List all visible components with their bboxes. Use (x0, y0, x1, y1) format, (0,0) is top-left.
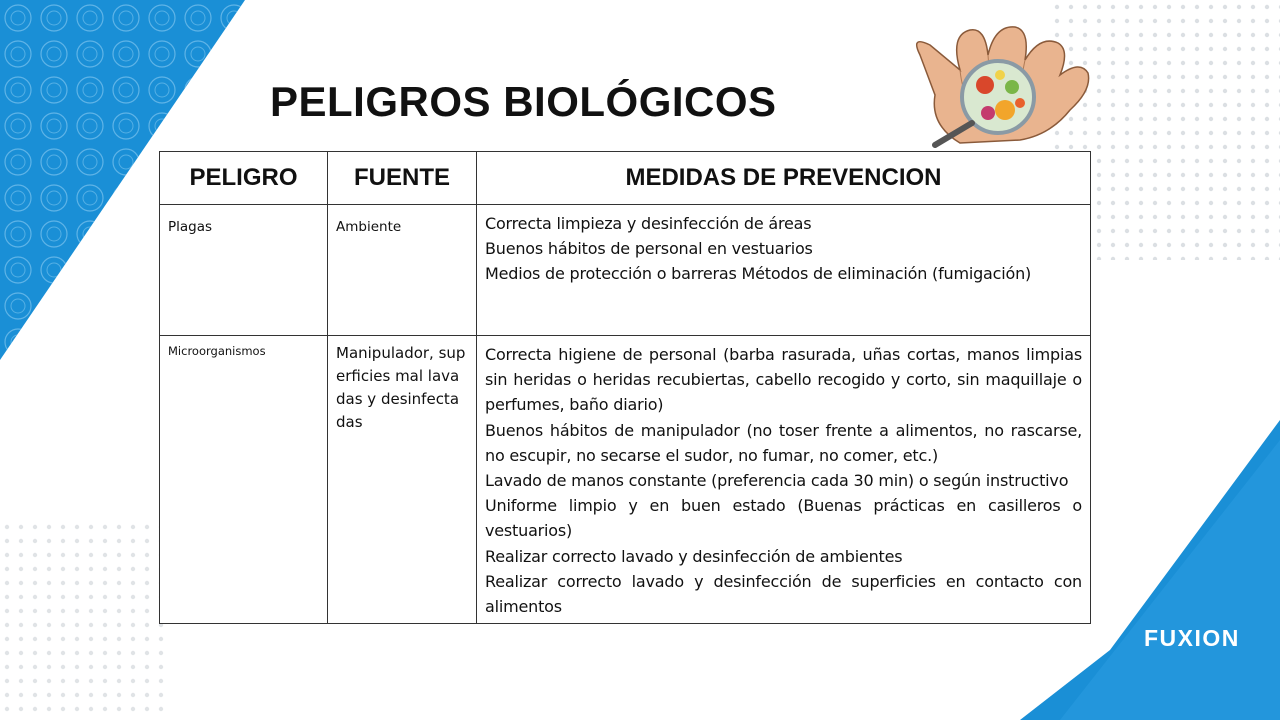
header-fuente: FUENTE (328, 152, 477, 205)
cell-medidas (477, 205, 1091, 336)
measure-item: Correcta higiene de personal (barba rasurada, uñas cortas, manos limpias sin heridas o heridas recubiertas, cabello recogido y corto, sin maquillaje o perfumes, baño diario) (485, 345, 1082, 415)
hand-magnifier-illustration (900, 15, 1092, 150)
header-medidas: MEDIDAS DE PREVENCION (477, 152, 1091, 205)
table-row (160, 336, 1091, 624)
measure-item: Realizar correcto lavado y desinfección de superficies en contacto con alimentos (485, 571, 1082, 617)
brand-logo: FUXION (1144, 625, 1240, 651)
cell-fuente: Ambiente (328, 205, 477, 336)
measure-item: Uniforme limpio y en buen estado (Buenas prácticas en casilleros o vestuarios) (485, 496, 1082, 541)
measure-item: Buenos hábitos de manipulador (no toser frente a alimentos, no rascarse, no escupir, no secarse el sudor, no fumar, no comer, etc.) (485, 420, 1082, 465)
cell-fuente: Manipulador, superficies mal lavadas y desinfectadas (328, 336, 477, 624)
measure-item: Medios de protección o barreras Métodos de eliminación (fumigación) (485, 264, 1032, 284)
slide-title: PELIGROS BIOLÓGICOS (270, 78, 777, 125)
table-header-row (160, 152, 1091, 205)
measure-item: Realizar correcto lavado y desinfección de ambientes (485, 546, 903, 566)
measure-item: Lavado de manos constante (preferencia cada 30 min) o según instructivo (485, 471, 1069, 491)
cell-peligro: Plagas (160, 205, 328, 336)
header-peligro: PELIGRO (160, 152, 328, 205)
cell-peligro: Microorganismos (160, 336, 328, 624)
measure-item: Buenos hábitos de personal en vestuarios (485, 239, 813, 259)
table-row (160, 205, 1091, 336)
measure-item: Correcta limpieza y desinfección de áreas (485, 214, 812, 233)
left-dots-pattern (0, 520, 170, 720)
hazards-table (159, 151, 1091, 624)
cell-medidas (477, 336, 1091, 624)
